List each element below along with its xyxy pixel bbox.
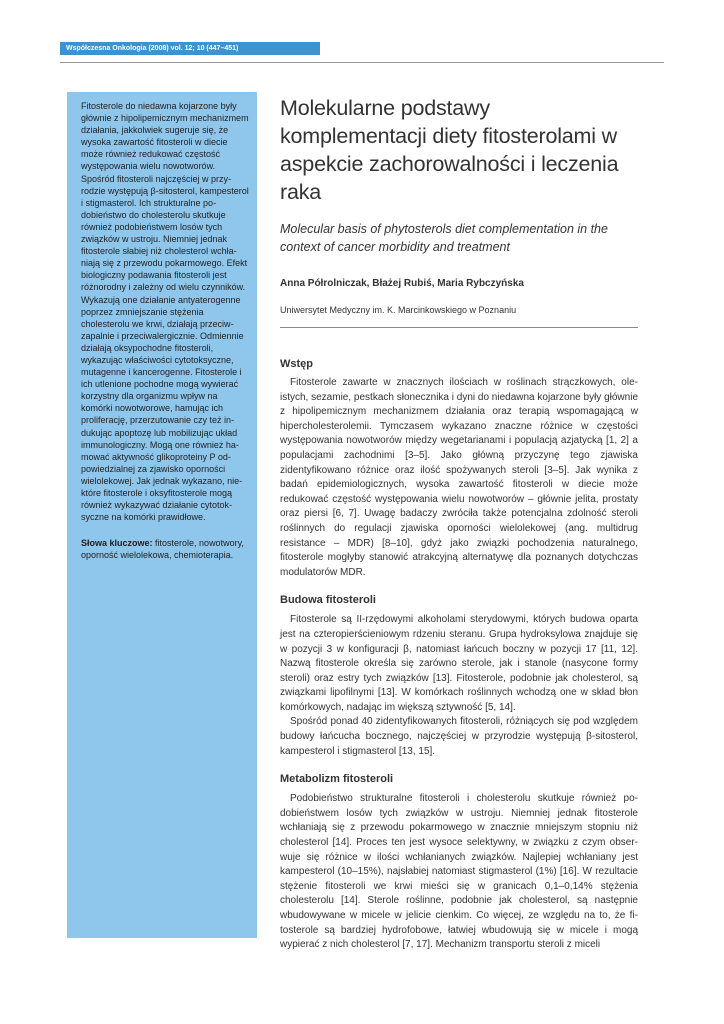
keywords [81,537,251,561]
paragraph: Podobieństwo strukturalne fitosteroli i cholesterolu skutkuje również podobieństwem losów tych związków w ustroju. Niemniej jednak fitosterole wchłaniają się z przewodu pokarmowego w znacznie mniejszym stopniu niż cholesterol [14]. Proces ten jest wysoce selektywny, w związku z czym obserwuje się różnice w ilości wchłanianych związków. Najlepiej wchłaniany jest kampesterol (10–15%), najsłabiej natomiast stigmasterol (1%) [16]. W rezultacie stężenie fitosteroli we krwi mieści się w granicach 0,1–0,14% stężenia cholesterolu [14]. Sterole roślinne, podobnie jak cholesterol, są następnie wbudowywane w micele w jelicie cienkim. Co więcej, ze względu na to, że fitosterole są bardziej hydrofobowe, łatwiej wbudowują się w micele i mogą wypierać z nich cholesterol [7, 17]. Mechanizm transportu steroli z miceli [280,793,638,951]
paragraph: Fitosterole zawarte w znacznych ilościach w roślinach strączkowych, oleistych, sezamie, pestkach słonecznika i dyni do niedawna kojarzone były głównie z hipolipemicznym mechanizmem działania oraz terapią wspomagającą w hipercholesterolemii. Tymczasem wykazano znaczne różnice w częstości występowania nowotworów między wegetarianami i populacją azjatycką [1, 2] a populacjami zachodnimi [3–5]. Jako główną przyczynę tego zjawiska zidentyfikowano różnice oraz ilość spożywanych steroli [3–5]. Jak wynika z badań epidemiologicznych, wysoka zawartość fitosteroli w diecie może redukować częstość występowania wielu nowotworów – głównie jelita, prostaty oraz piersi [6, 7]. Uwagę badaczy zwróciła także potencjalna zdolność steroli roślinnych do regulacji zjawiska oporności wielolekowej (ang. multidrug resistance – MDR) [8–10], gdyż jako związki pochodzenia naturalnego, fitosterole mogłyby stanowić atrakcyjną alternatywę dla poznanych dotychczas modulatorów MDR. [280,377,638,578]
title-rule [280,327,638,328]
article-subtitle: Molecular basis of phytosterols diet complementation in the context of cancer morbidity and treatment [280,222,608,254]
section-heading: Metabolizm fitosteroli [280,773,394,786]
article-title: Molekularne podstawy komplementacji diety fitosterolami w aspekcie zachorowalności i leczenia raka [280,96,619,204]
article-authors: Anna Półrolniczak, Błażej Rubiś, Maria Rybczyńska [280,278,524,289]
keywords-list: fitosterole, nowotwory, oporność wielolekowa, chemioterapia. [81,538,244,561]
article-affiliation: Uniwersytet Medyczny im. K. Marcinkowskiego w Poznaniu [280,305,517,315]
paragraph: Spośród ponad 40 zidentyfikowanych fitosteroli, różniących się pod względem budowy łańcucha bocznego, najczęściej w przyrodzie występują β-sitosterol, kampesterol i stigmasterol [13, 15]. [280,716,638,757]
keywords-label: Słowa kluczowe: [81,538,153,549]
journal-reference: Współczesna Onkologia (2008) vol. 12; 10 (447–451) [66,45,239,52]
section-structure [280,594,638,759]
abstract-sidebar [67,92,257,938]
section-heading: Wstęp [280,358,313,370]
journal-header-bar [60,42,320,55]
section-heading: Budowa fitosteroli [280,594,376,607]
header-rule [60,62,664,63]
section-introduction [280,358,638,580]
paragraph: Fitosterole są II-rzędowymi alkoholami sterydowymi, których budowa oparta jest na czteropierścieniowym rdzeniu steranu. Grupa hydroksylowa znajduje się w pozycji 3 w konfiguracji β, natomiast łańcuch boczny w pozycji 17 [11, 12]. Nazwą fitosterole określa się zarówno sterole, jak i stanole (nasycone formy steroli) oraz estry tych związków [13]. Fitosterole, podobnie jak cholesterol, są związkami lipofilnymi [13]. W komórkach roślinnych wchodzą one w skład błon komórkowych, nadając im większą sztywność [5, 14]. [280,614,638,713]
abstract-text: Fitosterole do niedawna kojarzone były głównie z hipolipemicznym mechanizmem działania, jakkolwiek sugeruje się, że wysoka zawartość fitosteroli w diecie może również redukować częstość występowania wielu nowotworów. Spośród fitosteroli najczęściej w przyrodzie występują β-sitosterol, kampesterol i stigmasterol. Ich strukturalne podobieństwo do cholesterolu skutkuje również podobieństwem losów tych związków w ustroju. Niemniej jednak fitosterole słabiej niż cholesterol wchłaniają się z przewodu pokarmowego. Efekt biologiczny podawania fitosteroli jest różnorodny i zależny od wielu czynników. Wykazują one działanie antyaterogenne poprzez zmniejszanie stężenia cholesterolu we krwi, działają przeciwzapalnie i przeciwalergicznie. Odmiennie działają oksypochodne fitosteroli, wykazując właściwości cytotoksyczne, mutagenne i kancerogenne. Fitosterole i ich utlenione pochodne mogą wywierać korzystny dla organizmu wpływ na komórki nowotworowe, hamując ich proliferację, przerzutowanie czy też indukując apoptozę lub mobilizując układ immunologiczny. Mogą one również hamować aktywność glikoproteiny P odpowiedzialnej za zjawisko oporności wielolekowej. Jak jednak wykazano, niektóre fitosterole i oksyfitosterole mogą również wykazywać działanie cytotoksyczne na komórki prawidłowe. [81,101,249,523]
section-metabolism [280,773,638,953]
article-main [280,94,638,953]
